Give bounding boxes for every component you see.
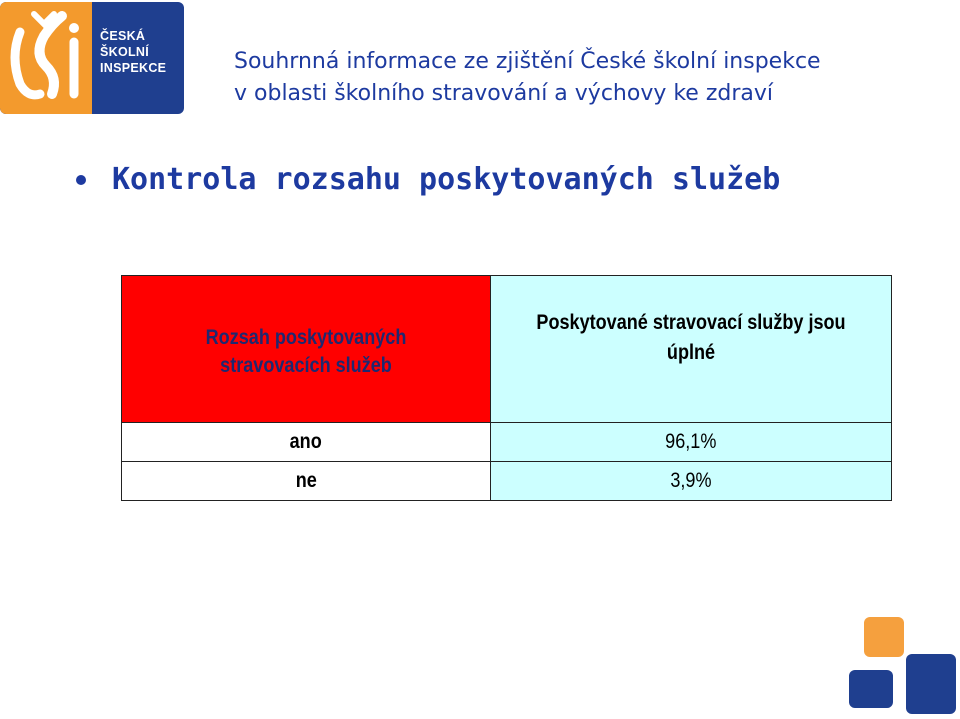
row-value bbox=[491, 462, 892, 501]
table-row bbox=[122, 462, 892, 501]
bullet-icon bbox=[76, 175, 86, 185]
csi-logo bbox=[0, 2, 184, 114]
col1-header-text: Rozsah poskytovaných stravovacích služeb bbox=[205, 326, 407, 377]
slide-header bbox=[234, 46, 821, 110]
table-header-row bbox=[122, 276, 892, 423]
col2-header-text: Poskytované stravovací služby jsou úplné bbox=[536, 311, 846, 364]
row-value-text: 3,9% bbox=[670, 469, 712, 492]
row-value-text: 96,1% bbox=[665, 430, 717, 453]
logo-line-3: INSPEKCE bbox=[100, 61, 167, 75]
decor-square-orange bbox=[864, 617, 904, 657]
services-table bbox=[121, 275, 892, 501]
csi-logo-icon bbox=[0, 2, 92, 114]
decor-square-blue-large bbox=[906, 654, 956, 714]
decor-square-blue-small bbox=[849, 670, 893, 708]
logo-line-1: ČESKÁ bbox=[100, 29, 146, 43]
row-value bbox=[491, 423, 892, 462]
header-line-2: v oblasti školního stravování a výchovy ke zdraví bbox=[234, 81, 774, 106]
row-label bbox=[122, 462, 491, 501]
logo-line-2: ŠKOLNÍ bbox=[100, 45, 150, 59]
row-label-text: ano bbox=[289, 430, 323, 453]
table-row bbox=[122, 423, 892, 462]
row-label-text: ne bbox=[295, 469, 317, 492]
header-line-1: Souhrnná informace ze zjištění České školní inspekce bbox=[234, 49, 821, 74]
slide-heading: Kontrola rozsahu poskytovaných služeb bbox=[112, 162, 781, 197]
col2-header bbox=[491, 276, 892, 423]
col1-header bbox=[122, 276, 491, 423]
row-label bbox=[122, 423, 491, 462]
logo-text bbox=[100, 28, 166, 76]
